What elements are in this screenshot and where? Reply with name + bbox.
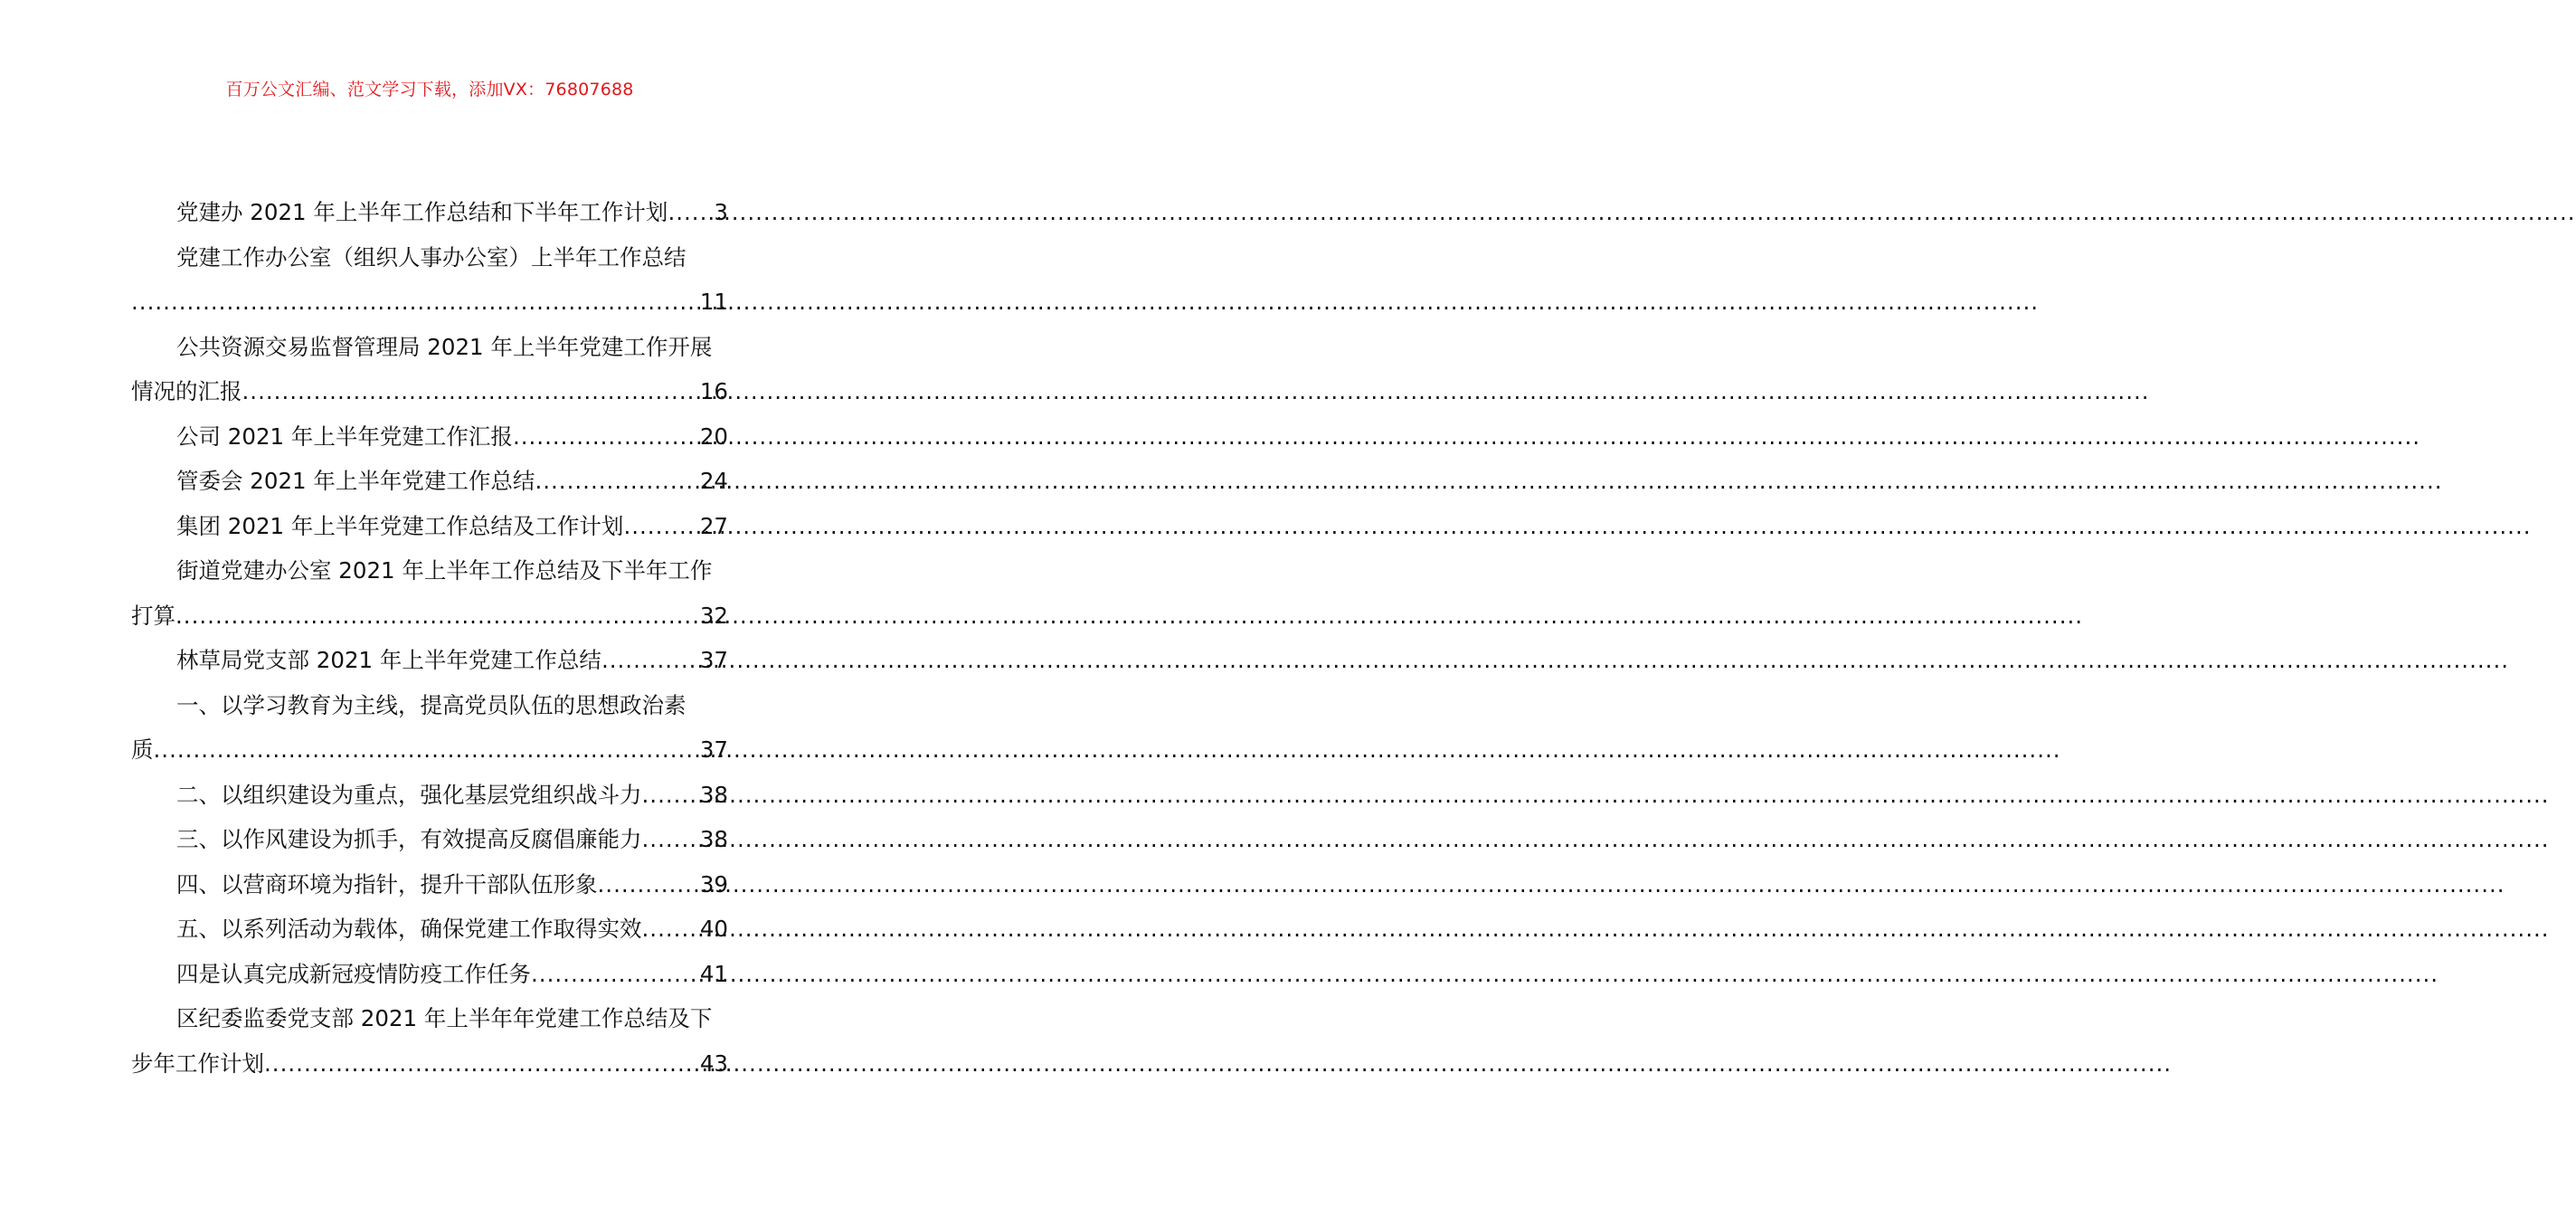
toc-page-number: 43 [699, 1050, 728, 1077]
toc-entry[interactable] [131, 638, 728, 683]
toc-page-number: 20 [699, 423, 728, 450]
toc-page-number: 11 [699, 289, 728, 315]
page-header-watermark: 百万公文汇编、范文学习下载，添加VX：76807688 [225, 80, 634, 100]
toc-dot-leader [642, 907, 698, 952]
toc-entry[interactable] [131, 817, 728, 862]
toc-entry-title: 一、以学习教育为主线，提高党员队伍的思想政治素 [176, 691, 687, 718]
toc-entry-title-continued: 步年工作计划 [131, 1050, 264, 1077]
toc-entry[interactable] [131, 952, 728, 997]
toc-entry[interactable] [131, 414, 728, 460]
toc-page-number: 37 [699, 736, 728, 763]
toc-entry-title-continued: 质 [131, 736, 154, 763]
toc-entry-title: 五、以系列活动为载体，确保党建工作取得实效 [176, 916, 642, 942]
toc-entry[interactable] [131, 235, 728, 325]
toc-dot-leader [668, 190, 712, 235]
toc-entry[interactable] [131, 459, 728, 504]
toc-entry[interactable] [131, 504, 728, 549]
toc-dot-leader [175, 594, 698, 639]
toc-dot-leader [535, 459, 697, 504]
toc-page-number: 16 [699, 378, 728, 404]
toc-entry-title: 街道党建办公室 2021 年上半年工作总结及下半年工作 [176, 557, 713, 584]
toc-entry[interactable] [131, 325, 728, 414]
toc-entry-title: 区纪委监委党支部 2021 年上半年年党建工作总结及下 [176, 1005, 713, 1031]
toc-entry[interactable] [131, 996, 728, 1086]
toc-dot-leader [264, 1041, 698, 1087]
toc-entry-title: 三、以作风建设为抓手，有效提高反腐倡廉能力 [176, 826, 642, 852]
toc-page-number: 39 [699, 870, 728, 898]
toc-entry-title: 公共资源交易监督管理局 2021 年上半年党建工作开展 [176, 333, 713, 360]
toc-entry-title-continued: 情况的汇报 [131, 378, 242, 404]
toc-page-number: 38 [699, 781, 728, 808]
toc-entry[interactable] [131, 548, 728, 638]
toc-entry-title: 管委会 2021 年上半年党建工作总结 [176, 468, 535, 494]
toc-entry-title-continued: 打算 [131, 602, 175, 629]
toc-entry-title: 党建办 2021 年上半年工作总结和下半年工作计划 [176, 199, 668, 225]
toc-entry-title: 四是认真完成新冠疫情防疫工作任务 [176, 960, 531, 987]
toc-dot-leader [642, 773, 698, 818]
toc-dot-leader [598, 862, 698, 907]
toc-dot-leader [642, 817, 698, 862]
table-of-contents [131, 190, 728, 1086]
toc-dot-leader [131, 280, 698, 325]
toc-entry-title: 林草局党支部 2021 年上半年党建工作总结 [176, 647, 601, 673]
toc-page-number: 3 [714, 199, 728, 225]
toc-page-number: 32 [699, 602, 728, 629]
toc-dot-leader [513, 414, 698, 460]
toc-entry[interactable] [131, 190, 728, 235]
toc-page-number: 37 [699, 647, 728, 673]
toc-entry-title: 二、以组织建设为重点，强化基层党组织战斗力 [176, 781, 642, 808]
toc-page-number: 24 [699, 468, 728, 494]
toc-dot-leader [623, 504, 697, 549]
toc-dot-leader [154, 727, 698, 773]
toc-entry[interactable] [131, 683, 728, 773]
toc-dot-leader [531, 952, 698, 997]
toc-page-number: 41 [699, 960, 728, 987]
toc-page-number: 40 [699, 916, 728, 942]
toc-entry-title: 四、以营商环境为指针，提升干部队伍形象 [176, 870, 598, 898]
toc-page-number: 27 [699, 512, 728, 539]
toc-entry-title: 党建工作办公室（组织人事办公室）上半年工作总结 [176, 243, 687, 271]
toc-entry-title: 公司 2021 年上半年党建工作汇报 [176, 423, 513, 450]
toc-dot-leader [601, 638, 698, 683]
toc-entry[interactable] [131, 773, 728, 818]
toc-dot-leader [242, 369, 698, 414]
toc-entry[interactable] [131, 907, 728, 952]
toc-entry[interactable] [131, 862, 728, 907]
toc-page-number: 38 [699, 826, 728, 852]
toc-entry-title: 集团 2021 年上半年党建工作总结及工作计划 [176, 512, 624, 539]
